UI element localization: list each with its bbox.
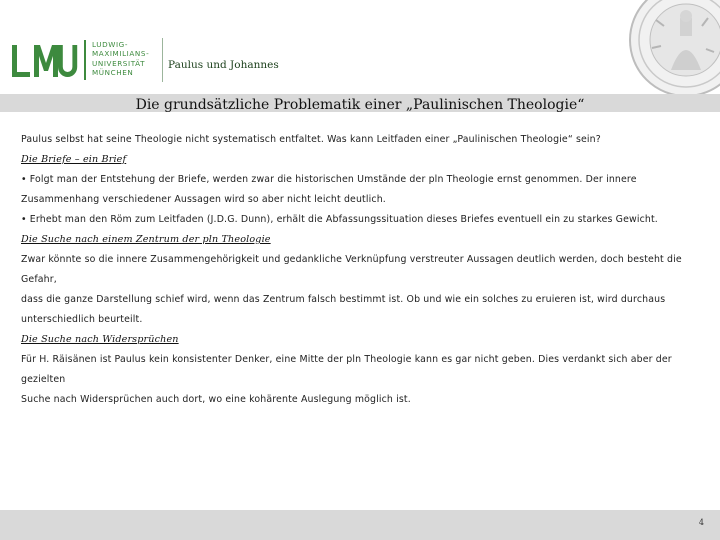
bullet-text: • Erhebt man den Röm zum Leitfaden (J.D.G. Dunn), erhält die Abfassungssituation dieses Briefes eventuell ein zu starkes Gewicht. — [21, 214, 658, 225]
lmu-logo-mark — [12, 43, 80, 79]
section-heading: Die Suche nach Widersprüchen — [21, 334, 179, 345]
university-line: MÜNCHEN — [92, 68, 134, 78]
slide-footer — [0, 510, 720, 540]
bullet-text: Zusammenhang verschiedener Aussagen wird so aber nicht leicht deutlich. — [21, 194, 386, 205]
university-seal-icon — [626, 0, 720, 94]
slide-body — [21, 130, 701, 410]
slide-header — [0, 0, 720, 94]
paragraph-line: Zwar könnte so die innere Zusammengehörigkeit und gedankliche Verknüpfung verstreuter Aussagen deutlich werden, doch besteht die Gefahr, — [21, 254, 682, 285]
header-separator — [162, 38, 163, 82]
paragraph-line: Für H. Räisänen ist Paulus kein konsistenter Denker, eine Mitte der pln Theologie kann es gar nicht geben. Dies verdankt sich aber der gezielten — [21, 354, 672, 385]
lmu-logo — [12, 43, 80, 79]
university-name — [92, 40, 149, 78]
course-title: Paulus und Johannes — [168, 59, 279, 71]
paragraph-line: Suche nach Widersprüchen auch dort, wo eine kohärente Auslegung möglich ist. — [21, 394, 411, 405]
university-line: LUDWIG- — [92, 40, 129, 49]
slide-title: Die grundsätzliche Problematik einer „Paulinischen Theologie“ — [135, 97, 585, 113]
university-line: MAXIMILIANS- — [92, 49, 150, 59]
section-heading: Die Suche nach einem Zentrum der pln Theologie — [21, 234, 271, 245]
section-heading: Die Briefe – ein Brief — [21, 154, 127, 165]
intro-text: Paulus selbst hat seine Theologie nicht systematisch entfaltet. Was kann Leitfaden einer „Paulinischen Theologie“ sein? — [21, 134, 601, 145]
paragraph-line: dass die ganze Darstellung schief wird, wenn das Zentrum falsch bestimmt ist. Ob und wie ein solches zu eruieren ist, wird durchaus — [21, 294, 666, 305]
logo-divider — [84, 40, 86, 80]
paragraph-line: unterschiedlich beurteilt. — [21, 314, 143, 325]
university-line: UNIVERSITÄT — [92, 58, 146, 68]
bullet-text: • Folgt man der Entstehung der Briefe, werden zwar die historischen Umstände der pln Theologie ernst genommen. Der innere — [21, 174, 637, 185]
page-number: 4 — [698, 518, 704, 527]
